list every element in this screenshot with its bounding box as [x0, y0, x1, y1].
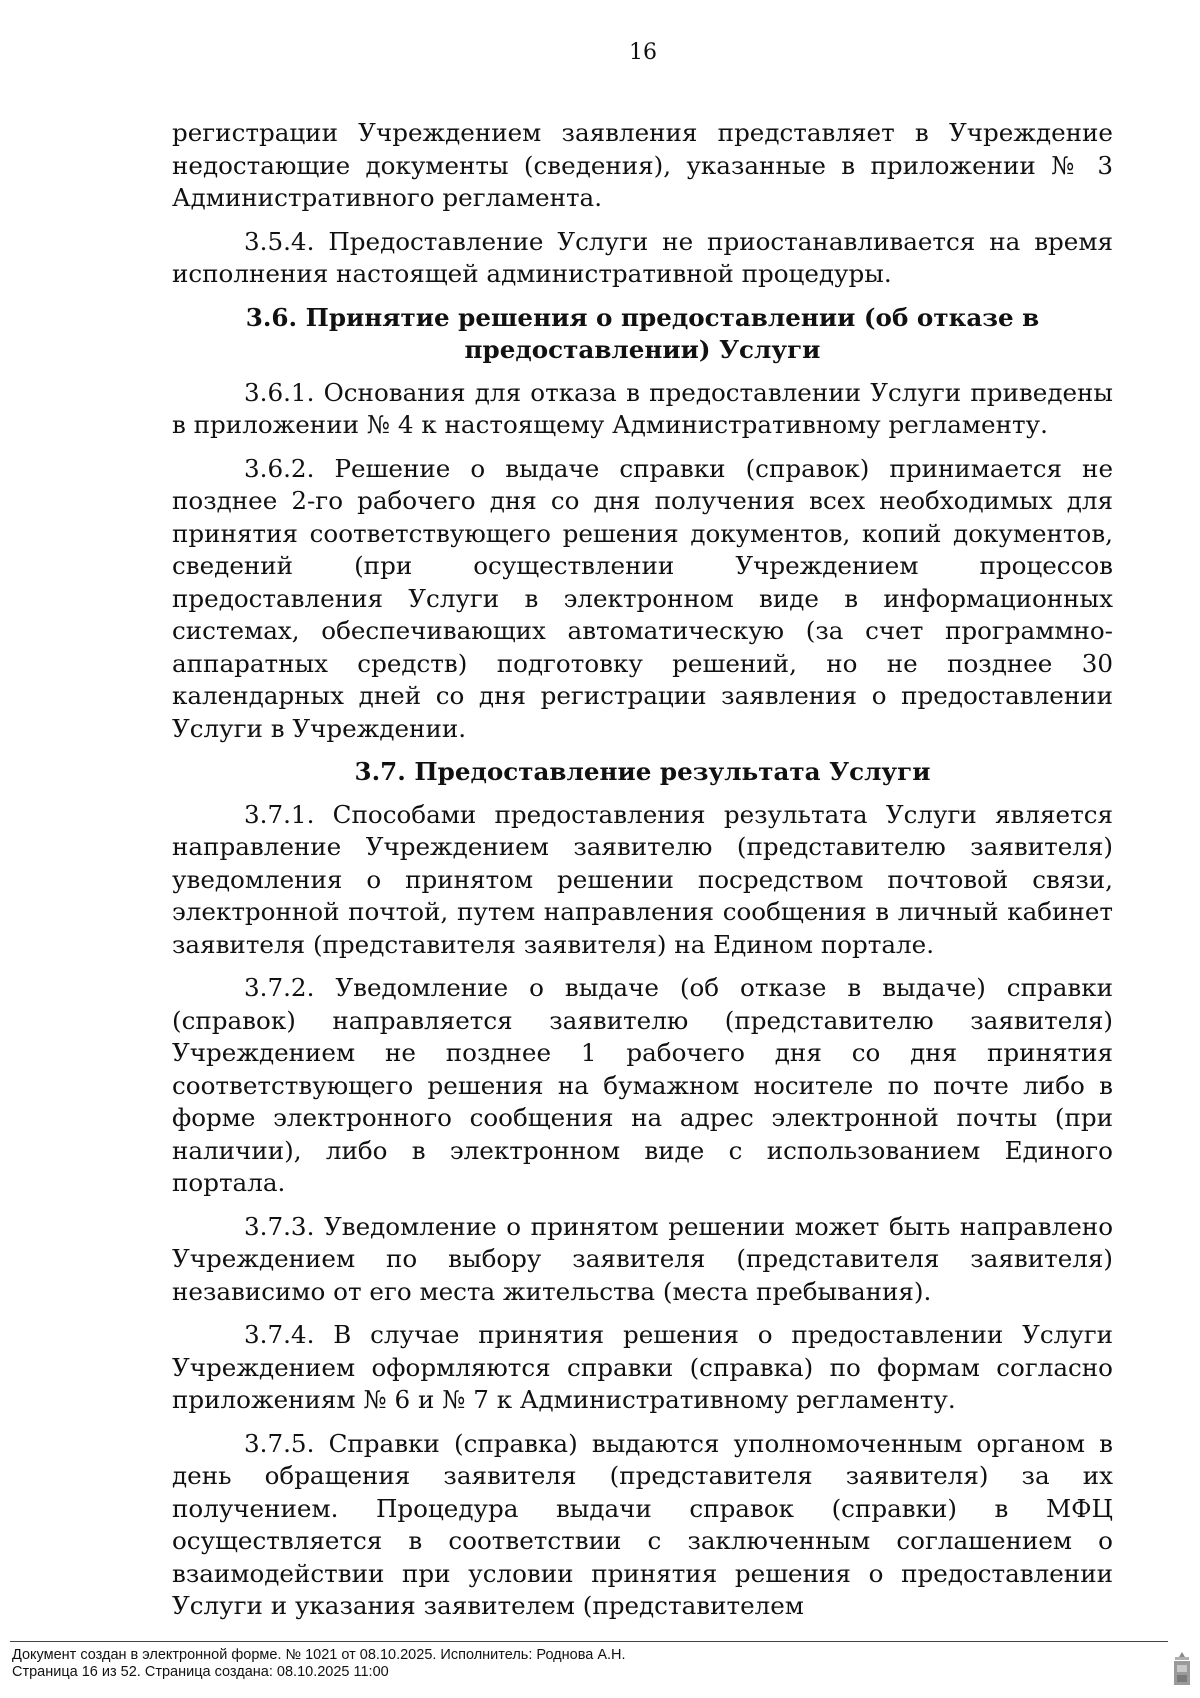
footer-line-2: Страница 16 из 52. Страница создана: 08.10.2025 11:00 [12, 1664, 389, 1680]
section-heading-3-6: 3.6. Принятие решения о предоставлении (об отказе в предоставлении) Услуги [245, 302, 1040, 364]
paragraph-3-7-2: 3.7.2. Уведомление о выдаче (об отказе в выдаче) справки (справок) направляется заявителю (представителю заявителя) Учреждением не позднее 1 рабочего дня со дня принятия соответствующего решения на бумажном носителе по почте либо в форме электронного сообщения на адрес электронной почты (при наличии), либо в электронном виде с использованием Единого портала. [172, 973, 1113, 1197]
footer-info [12, 1647, 626, 1681]
paragraph-3-7-3: 3.7.3. Уведомление о принятом решении может быть направлено Учреждением по выбору заявителя (представителя заявителя) независимо от его места жительства (места пребывания). [172, 1211, 1113, 1306]
footer-line-1: Документ создан в электронной форме. № 1021 от 08.10.2025. Исполнитель: Роднова А.Н. [12, 1647, 626, 1663]
paragraph-continuation: регистрации Учреждением заявления представляет в Учреждение недостающие документы (сведения), указанные в приложении № 3 Административного регламента. [172, 118, 1113, 212]
paragraph-3-6-1: 3.6.1. Основания для отказа в предоставлении Услуги приведены в приложении № 4 к настоящему Административному регламенту. [172, 377, 1113, 439]
paragraph-3-5-4: 3.5.4. Предоставление Услуги не приостанавливается на время исполнения настоящей административной процедуры. [172, 226, 1113, 288]
page-number: 16 [629, 40, 657, 65]
paragraph-3-6-2: 3.6.2. Решение о выдаче справки (справок) принимается не позднее 2-го рабочего дня со дня получения всех необходимых для принятия соответствующего решения документов, копий документов, сведений (при осуществлении Учреждением процессов предоставления Услуги в электронном виде в информационных системах, обеспечивающих автоматическую (за счет программно-аппаратных средств) подготовку решений, но не позднее 30 календарных дней со дня регистрации заявления о предоставлении Услуги в Учреждении. [172, 453, 1113, 743]
paragraph-3-7-4: 3.7.4. В случае принятия решения о предоставлении Услуги Учреждением оформляются справки (справка) по формам согласно приложениям № 6 и № 7 к Административному регламенту. [172, 1320, 1113, 1414]
section-heading-3-7: 3.7. Предоставление результата Услуги [354, 757, 931, 786]
document-body [172, 117, 1113, 1634]
paragraph-3-7-5: 3.7.5. Справки (справка) выдаются уполномоченным органом в день обращения заявителя (представителя заявителя) за их получением. Процедура выдачи справок (справки) в МФЦ осуществляется в соответствии с заключенным соглашением о взаимодействии при условии принятия решения о предоставлении Услуги и указания заявителем (представителем [172, 1428, 1113, 1620]
paragraph-3-7-1: 3.7.1. Способами предоставления результата Услуги является направление Учреждением заявителю (представителю заявителя) уведомления о принятом решении посредством почтовой связи, электронной почтой, путем направления сообщения в личный кабинет заявителя (представителя заявителя) на Едином портале. [172, 799, 1113, 959]
document-footer [0, 1641, 1200, 1698]
footer-divider [10, 1641, 1168, 1642]
coat-of-arms-icon [1171, 1651, 1193, 1687]
